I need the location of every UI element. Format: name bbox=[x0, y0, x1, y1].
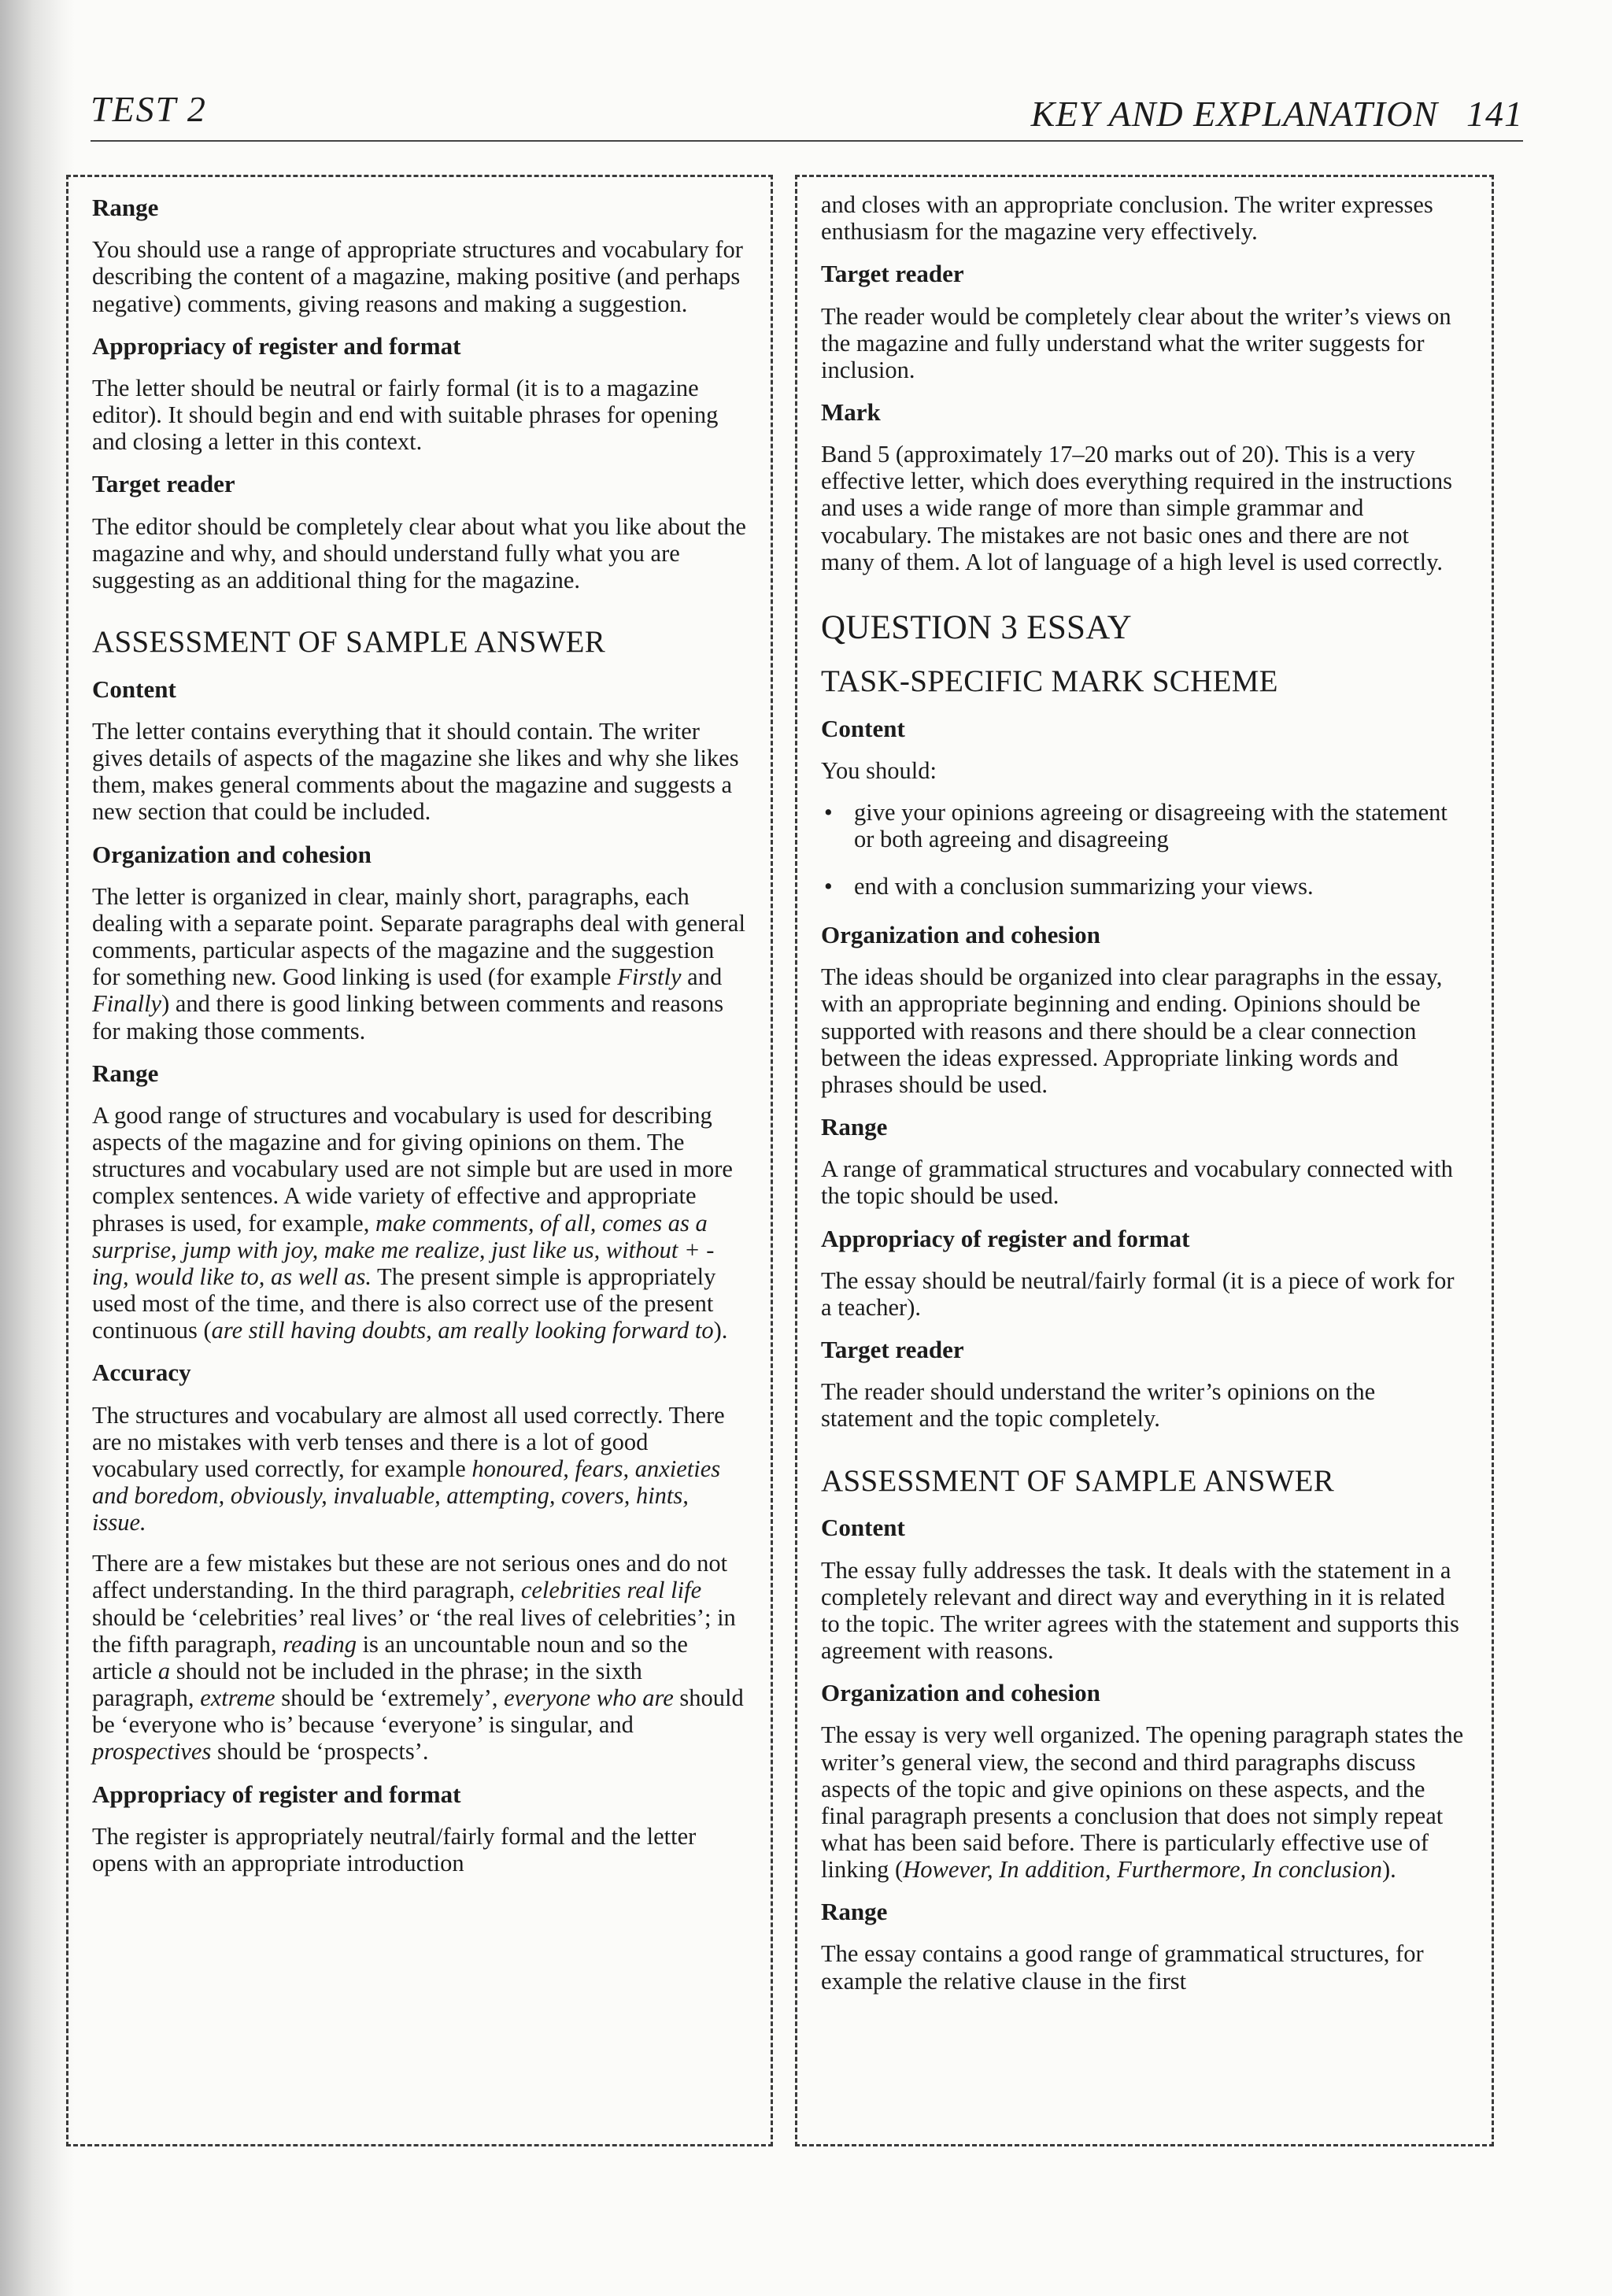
content-heading: Content bbox=[821, 715, 905, 743]
register-heading: Appropriacy of register and format bbox=[92, 331, 461, 360]
range-heading: Range bbox=[92, 194, 159, 221]
target2-heading: Target reader bbox=[821, 1336, 964, 1363]
range-heading: Range bbox=[821, 1113, 888, 1141]
range2-text: The essay contains a good range of grammatical structures, for example the relative clause in the first bbox=[821, 1940, 1424, 1995]
range-text: A range of grammatical structures and vocabulary connected with the topic should be used. bbox=[821, 1155, 1453, 1210]
header-section bbox=[1003, 93, 1523, 135]
header-test-label: TEST 2 bbox=[91, 89, 207, 129]
register2-text: The register is appropriately neutral/fairly formal and the letter opens with an appropriate introduction bbox=[92, 1822, 697, 1876]
organization-text: The ideas should be organized into clear paragraphs in the essay, with an appropriate beginning and ending. Opinions should be supported with reasons and there should be a clear connection between the ideas expressed. Appropriate linking words and phrases should be used. bbox=[821, 963, 1443, 1098]
content-text: The letter contains everything that it should contain. The writer gives details of aspects of the magazine she likes and why she likes them, makes general comments about the magazine and suggests a new section that could be included. bbox=[92, 718, 739, 826]
register-text: The essay should be neutral/fairly formal (it is a piece of work for a teacher). bbox=[821, 1266, 1455, 1321]
range2-heading: Range bbox=[92, 1059, 159, 1087]
mistakes-text: There are a few mistakes but these are not serious ones and do not affect understanding. In the third paragraph, celebrities real life should be ‘celebrities’ real lives’ or ‘the real lives of celebrities’; in the fifth paragraph, reading is an uncountable noun and so the article a should not be included in the phrase; in the sixth paragraph, extreme should be ‘extremely’, everyone who are should be ‘everyone who is’ because ‘everyone’ is singular, and prospectives should be ‘prospects’. bbox=[92, 1550, 744, 1765]
range2-heading: Range bbox=[821, 1898, 888, 1926]
running-header bbox=[91, 85, 1523, 142]
organization-heading: Organization and cohesion bbox=[821, 921, 1100, 949]
register-heading: Appropriacy of register and format bbox=[821, 1224, 1190, 1252]
target-reader-heading: Target reader bbox=[821, 260, 964, 288]
accuracy-text: The structures and vocabulary are almost all used correctly. There are no mistakes with verb tenses and there is a lot of good vocabulary used correctly, for example honoured, fears, anxieties and boredom, obviously, invaluable, attempting, covers, hints, issue. bbox=[92, 1401, 725, 1536]
assessment-heading: ASSESSMENT OF SAMPLE ANSWER bbox=[92, 624, 606, 659]
target-reader-text: The editor should be completely clear about what you like about the magazine and why, and should understand fully what you are suggesting as an additional thing for the magazine. bbox=[92, 512, 746, 593]
content2-heading: Content bbox=[821, 1514, 905, 1542]
content2-text: The essay fully addresses the task. It deals with the statement in a completely relevant and direct way and everything in it is related to the topic. The writer agrees with the statement and supports this agreement with reasons. bbox=[821, 1556, 1459, 1664]
range2-text: A good range of structures and vocabulary is used for describing aspects of the magazine and for giving opinions on them. The structures and vocabulary used are not simple but are used in more complex sentences. A wide variety of effective and appropriate phrases is used, for example, make comments, of all, comes as a surprise, jump with joy, make me realize, just like us, without + -ing, would like to, as well as. The present simple is appropriately used most of the time, and there is also correct use of the present continuous (are still having doubts, am really looking forward to). bbox=[92, 1101, 733, 1344]
question-heading: QUESTION 3 ESSAY bbox=[821, 608, 1133, 646]
register2-heading: Appropriacy of register and format bbox=[92, 1780, 461, 1808]
target2-text: The reader should understand the writer’s opinions on the statement and the topic completely. bbox=[821, 1378, 1376, 1433]
continuation-text: and closes with an appropriate conclusion. The writer expresses enthusiasm for the magazine very effectively. bbox=[821, 191, 1433, 246]
book-binding-shadow bbox=[0, 0, 75, 2296]
header-section-title: KEY AND EXPLANATION bbox=[1030, 94, 1438, 134]
register-text: The letter should be neutral or fairly formal (it is to a magazine editor). It should begin and end with suitable phrases for opening and closing a letter in this context. bbox=[92, 374, 719, 456]
content-heading: Content bbox=[92, 675, 176, 703]
target-reader-text: The reader would be completely clear about the writer’s views on the magazine and fully understand what the writer suggests for inclusion. bbox=[821, 302, 1451, 383]
bullet-icon: • bbox=[824, 872, 833, 900]
list-item: • end with a conclusion summarizing your views. bbox=[824, 872, 1314, 900]
organization-heading: Organization and cohesion bbox=[92, 840, 372, 868]
mark-text: Band 5 (approximately 17–20 marks out of 20). This is a very effective letter, which does everything required in the instructions and uses a wide range of more than simple grammar and vocabulary. The mistakes are not basic ones and there are not many of them. A lot of language of a high level is used correctly. bbox=[821, 441, 1452, 575]
organization-text: The letter is organized in clear, mainly short, paragraphs, each dealing with a separate point. Separate paragraphs deal with general comments, particular aspects of the magazine and the suggestion for something new. Good linking is used (for example Firstly and Finally) and there is good linking between comments and reasons for making those comments. bbox=[92, 882, 745, 1044]
mark-heading: Mark bbox=[821, 397, 881, 426]
assessment-heading: ASSESSMENT OF SAMPLE ANSWER bbox=[821, 1463, 1335, 1498]
list-item: • give your opinions agreeing or disagreeing with the statement or both agreeing and disagreeing bbox=[824, 798, 1447, 852]
target-reader-heading: Target reader bbox=[92, 470, 235, 498]
right-column-box bbox=[795, 175, 1494, 2146]
organization2-text: The essay is very well organized. The opening paragraph states the writer’s general view, the second and third paragraphs discuss aspects of the topic and give opinions on these aspects, and the final paragraph presents a conclusion that does not simply repeat what has been said before. There is particularly effective use of linking (However, In addition, Furthermore, In conclusion). bbox=[821, 1721, 1464, 1884]
page-number: 141 bbox=[1466, 94, 1523, 134]
range-text: You should use a range of appropriate structures and vocabulary for describing the content of a magazine, making positive (and perhaps negative) comments, giving reasons and making a suggestion. bbox=[92, 236, 743, 317]
content-bullet-list bbox=[821, 799, 1468, 900]
bullet-icon: • bbox=[824, 798, 833, 826]
accuracy-heading: Accuracy bbox=[92, 1359, 191, 1387]
content-intro: You should: bbox=[821, 757, 937, 785]
mark-scheme-heading: TASK-SPECIFIC MARK SCHEME bbox=[821, 664, 1278, 699]
organization2-heading: Organization and cohesion bbox=[821, 1679, 1100, 1707]
left-column-box bbox=[66, 175, 773, 2146]
